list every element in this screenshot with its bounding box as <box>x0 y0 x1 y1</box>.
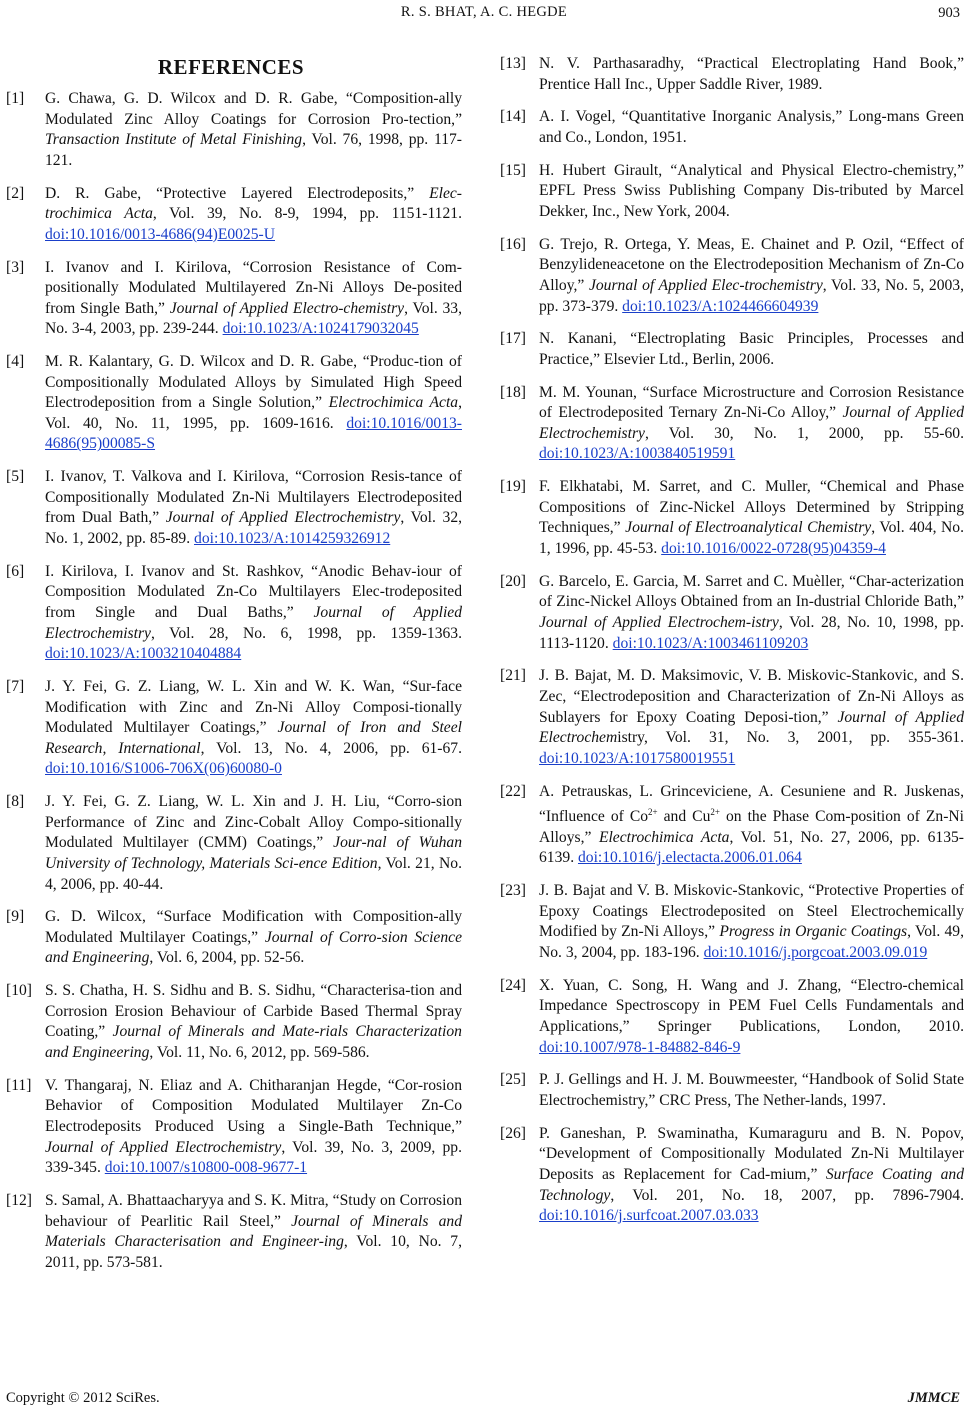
doi-link[interactable]: doi:10.1016/j.electacta.2006.01.064 <box>577 849 802 867</box>
reference-number: [16] <box>500 235 526 253</box>
reference-item <box>6 89 462 171</box>
reference-item <box>500 329 964 370</box>
reference-list-right <box>500 54 964 1239</box>
doi-link[interactable]: doi:10.1016/S1006-706X(06)60080-0 <box>45 760 282 778</box>
doi-link[interactable]: doi:10.1023/A:1024179032045 <box>222 320 419 338</box>
reference-segment: , Vol. 49, No. 3, 2004, pp. 183-196. <box>539 923 964 962</box>
reference-text <box>45 562 462 665</box>
reference-segment: , Vol. 6, 2004, pp. 52-56. <box>149 949 305 967</box>
journal-title: Elec-trochimica Acta <box>45 184 462 223</box>
journal-title: Journal of Minerals and Materials Characterisation and Engineer-ing <box>45 1212 462 1251</box>
reference-number: [23] <box>500 882 526 900</box>
reference-number: [20] <box>500 572 526 590</box>
reference-segment: X. Yuan, C. Song, H. Wang and J. Zhang, “Electro-chemical Impedance Spectroscopy in PEM Fuel Cells Fundamentals and Applications,” Springer Publications, London, 2010. <box>539 976 964 1035</box>
reference-text <box>45 1076 462 1179</box>
reference-number: [10] <box>6 982 32 1000</box>
reference-segment: G. Chawa, G. D. Wilcox and D. R. Gabe, “Composition-ally Modulated Zinc Alloy Coatings for Corrosion Pro-tection,” <box>45 90 462 128</box>
doi-link[interactable]: doi:10.1023/A:1017580019551 <box>539 749 736 767</box>
reference-number: [4] <box>6 353 25 371</box>
reference-text <box>45 792 462 895</box>
doi-link[interactable]: doi:10.1023/A:1014259326912 <box>194 530 391 548</box>
reference-text <box>45 1191 462 1273</box>
doi-link[interactable]: doi:10.1023/A:1024466604939 <box>622 297 819 315</box>
reference-item <box>6 907 462 969</box>
page-number: 903 <box>938 5 960 21</box>
reference-text <box>539 1070 964 1111</box>
reference-number: [17] <box>500 330 526 348</box>
reference-number: [9] <box>6 908 25 926</box>
reference-text <box>45 981 462 1063</box>
reference-segment: , Vol. 11, No. 6, 2012, pp. 569-586. <box>149 1044 370 1062</box>
reference-segment: I. Ivanov and I. Kirilova, “Corrosion Resistance of Com-positionally Modulated Multilayered Zn-Ni Alloys De-posited from Single Bath,” <box>45 258 462 317</box>
reference-segment: , Vol. 39, No. 3, 2009, pp. 339-345. <box>45 1138 462 1177</box>
journal-title: Journal of Corro-sion Science and Engineering <box>45 928 462 967</box>
reference-segment: G. Trejo, R. Ortega, Y. Meas, E. Chainet and P. Ozil, “Effect of Benzylideneacetone on the Electrodeposition Mechanism of Zn-Co Alloy,” <box>539 235 964 294</box>
reference-number: [11] <box>6 1076 32 1094</box>
reference-item <box>6 1191 462 1273</box>
reference-segment: J. B. Bajat, M. D. Maksimovic, V. B. Miskovic-Stankovic, and S. Zec, “Electrodeposition and Characterization of Zn-Ni Alloys as Sublayers for Epoxy Coating Deposi-tion,” <box>539 667 964 726</box>
reference-segment: P. Ganeshan, P. Swaminatha, Kumaraguru and B. N. Popov, “Development of Compositionally Modulated Zn-Ni Multilayer Deposits as Replacement for Cad-mium,” <box>539 1124 964 1183</box>
reference-segment: G. D. Wilcox, “Surface Modification with Composition-ally Modulated Multilayer Coatings,” <box>45 908 462 946</box>
reference-number: [13] <box>500 55 526 72</box>
reference-text <box>539 329 964 370</box>
reference-number: [2] <box>6 184 25 202</box>
journal-title: Surface Coating and Technology <box>539 1165 964 1204</box>
reference-segment: G. Barcelo, E. Garcia, M. Sarret and C. Muèller, “Char-acterization of Zinc-Nickel Alloys Obtained from an In-dustrial Chloride Bath,” <box>539 572 964 611</box>
journal-title: Journal of Electroanalytical Chemistry <box>625 519 872 537</box>
journal-title: Journal of Applied Elec-trochemistry <box>588 276 823 294</box>
copyright-footer: Copyright © 2012 SciRes. <box>6 1390 160 1406</box>
journal-title: Journal of Applied Electrochem <box>539 708 965 747</box>
reference-segment: , Vol. 51, No. 27, 2006, pp. 6135-6139. <box>539 828 964 867</box>
reference-item <box>6 352 462 455</box>
reference-item <box>500 161 964 223</box>
journal-title: Progress in Organic Coatings <box>719 923 908 941</box>
reference-text <box>45 184 462 246</box>
doi-link[interactable]: doi:10.1016/0022-0728(95)04359-4 <box>661 540 886 557</box>
reference-text <box>45 677 462 780</box>
reference-segment: , Vol. 201, No. 18, 2007, pp. 7896-7904. <box>610 1186 964 1204</box>
reference-item <box>500 54 964 95</box>
reference-number: [24] <box>500 976 526 994</box>
reference-segment: H. Hubert Girault, “Analytical and Physical Electro-chemistry,” EPFL Press Swiss Publishing Company Dis-tributed by Marcel Dekker, Inc., New York, 2004. <box>539 161 964 220</box>
journal-title: Journal of Applied Electro-chemistry <box>169 299 405 317</box>
reference-segment: A. Petrauskas, L. Grinceviciene, A. Cesuniene and R. Juskenas, “Influence of Co <box>539 782 964 826</box>
reference-text <box>45 258 462 340</box>
reference-segment: , Vol. 39, No. 8-9, 1994, pp. 1151-1121. <box>152 205 462 223</box>
reference-item <box>500 666 964 769</box>
doi-link[interactable]: doi:10.1007/978-1-84882-846-9 <box>539 1038 741 1056</box>
superscript: 2+ <box>648 807 658 818</box>
reference-segment: F. Elkhatabi, M. Sarret, and C. Muller, “Chemical and Phase Compositions of Zinc-Nickel Alloys Determined by Stripping Techniques,” <box>539 478 964 537</box>
reference-text <box>45 907 462 969</box>
reference-number: [3] <box>6 258 25 276</box>
reference-item <box>500 782 964 870</box>
reference-text <box>539 976 964 1058</box>
reference-item <box>6 258 462 340</box>
reference-segment: V. Thangaraj, N. Eliaz and A. Chitharanjan Hegde, “Cor-rosion Behavior of Composition Modulated Multilayer Zn-Co Electrodeposits Produced Using a Single-Bath Technique,” <box>45 1076 462 1135</box>
reference-segment: I. Ivanov, T. Valkova and I. Kirilova, “Corrosion Resis-tance of Compositionally Modulated Zn-Ni Multilayers Electrodeposited from Dual Bath,” <box>45 468 462 527</box>
reference-text <box>539 477 964 559</box>
reference-text <box>45 89 462 171</box>
reference-item <box>500 477 964 559</box>
reference-segment: istry, Vol. 31, No. 3, 2001, pp. 355-361. <box>617 729 964 747</box>
journal-footer: JMMCE <box>907 1390 960 1406</box>
reference-number: [7] <box>6 677 25 695</box>
doi-link[interactable]: doi:10.1016/j.surfcoat.2007.03.033 <box>539 1207 759 1225</box>
journal-title: Journal of Applied Electrochemistry <box>45 604 463 642</box>
reference-text <box>45 467 462 549</box>
reference-text <box>539 54 964 95</box>
doi-link[interactable]: doi:10.1016/j.porgcoat.2003.09.019 <box>703 944 928 962</box>
reference-item <box>6 467 462 549</box>
reference-number: [8] <box>6 793 25 811</box>
reference-item <box>500 1070 964 1111</box>
reference-number: [5] <box>6 468 25 486</box>
reference-segment: J. Y. Fei, G. Z. Liang, W. L. Xin and W. K. Wan, “Sur-face Modification with Zinc and Zn-Ni Alloy Composi-tionally Modulated Multilayer Coatings,” <box>45 677 462 737</box>
doi-link[interactable]: doi:10.1023/A:1003461109203 <box>612 634 809 652</box>
superscript: 2+ <box>710 807 720 818</box>
running-head: R. S. BHAT, A. C. HEGDE <box>400 4 568 20</box>
reference-segment: on the Phase Com-position of Zn-Ni Alloys,” <box>539 808 964 846</box>
reference-number: [15] <box>500 161 526 179</box>
journal-title: Electrochimica Acta <box>328 394 459 412</box>
journal-title: Journal of Iron and Steel Research, International <box>45 719 462 757</box>
reference-number: [21] <box>500 667 526 685</box>
journal-title: Journal of Applied Electrochemistry <box>539 404 965 442</box>
reference-segment: S. Samal, A. Bhattaacharyya and S. K. Mitra, “Study on Corrosion behaviour of Pearlitic Rail Steel,” <box>45 1191 462 1230</box>
reference-segment: , Vol. 21, No. 4, 2006, pp. 40-44. <box>45 854 462 893</box>
reference-number: [22] <box>500 782 526 800</box>
reference-segment: S. S. Chatha, H. S. Sidhu and B. S. Sidhu, “Characterisa-tion and Corrosion Erosion Behaviour of Carbide Based Thermal Spray Coating,” <box>45 982 462 1041</box>
reference-segment: , Vol. 32, No. 1, 2002, pp. 85-89. <box>45 509 463 548</box>
reference-number: [25] <box>500 1071 526 1089</box>
reference-text <box>539 383 964 465</box>
reference-segment: , Vol. 33, No. 3-4, 2003, pp. 239-244. <box>45 299 462 338</box>
reference-segment: D. R. Gabe, “Protective Layered Electrodeposits,” <box>45 184 430 202</box>
reference-number: [18] <box>500 383 526 401</box>
reference-segment: , Vol. 10, No. 7, 2011, pp. 573-581. <box>45 1233 462 1271</box>
journal-title: Journal of Minerals and Mate-rials Characterization and Engineering <box>45 1023 462 1062</box>
reference-segment: , Vol. 40, No. 11, 1995, pp. 1609-1616. <box>45 394 463 432</box>
reference-item <box>6 677 462 780</box>
reference-text <box>539 666 964 769</box>
reference-segment: J. Y. Fei, G. Z. Liang, W. L. Xin and J. H. Liu, “Corro-sion Performance of Zinc and Zinc-Cobalt Alloy Compo-sitionally Modulated Multilayer (CMM) Coatings,” <box>45 793 462 852</box>
reference-item <box>6 562 462 665</box>
journal-title: Electrochimica Acta <box>598 828 730 846</box>
reference-item <box>500 881 964 963</box>
doi-link[interactable]: doi:10.1023/A:1003840519591 <box>539 445 736 463</box>
reference-segment: , Vol. 28, No. 6, 1998, pp. 1359-1363. <box>150 624 462 642</box>
reference-text <box>539 161 964 223</box>
reference-segment: M. M. Younan, “Surface Microstructure and Corrosion Resistance of Electrodeposited Ternary Zn-Ni-Co Alloy,” <box>539 383 964 422</box>
reference-text <box>45 352 462 455</box>
reference-item <box>500 1124 964 1227</box>
reference-segment: , Vol. 28, No. 10, 1998, pp. 1113-1120. <box>539 613 964 652</box>
reference-text <box>539 1124 964 1227</box>
reference-segment: J. B. Bajat and V. B. Miskovic-Stankovic, “Protective Properties of Epoxy Coatings Electrodeposited on Steel Electrochemically Modified by Zn-Ni Alloys,” <box>539 882 964 941</box>
reference-item <box>500 383 964 465</box>
reference-number: [19] <box>500 478 526 496</box>
reference-item <box>6 792 462 895</box>
reference-text <box>539 782 964 870</box>
doi-link[interactable]: doi:10.1007/s10800-008-9677-1 <box>104 1159 308 1177</box>
reference-number: [1] <box>6 90 25 107</box>
reference-number: [12] <box>6 1191 32 1209</box>
reference-item <box>6 184 462 246</box>
journal-title: Journal of Applied Electrochem-istry <box>539 613 779 631</box>
doi-link[interactable]: doi:10.1016/0013-4686(95)00085-S <box>45 414 462 453</box>
reference-number: [6] <box>6 562 25 580</box>
reference-list-left <box>6 89 462 1286</box>
reference-segment: and Cu <box>657 808 711 826</box>
reference-item <box>500 107 964 148</box>
reference-segment: , Vol. 30, No. 1, 2000, pp. 55-60. <box>644 424 964 442</box>
reference-segment: , Vol. 33, No. 5, 2003, pp. 373-379. <box>539 276 964 315</box>
reference-number: [26] <box>500 1124 526 1142</box>
reference-item <box>6 1076 462 1179</box>
reference-segment: I. Kirilova, I. Ivanov and St. Rashkov, “Anodic Behav-iour of Composition Modulated Zn-Co Multilayers Elec-trodeposited from Single and Dual Baths,” <box>45 562 462 621</box>
reference-segment: , Vol. 13, No. 4, 2006, pp. 61-67. <box>200 739 462 757</box>
journal-title: Journal of Applied Electrochemistry <box>165 509 401 527</box>
reference-text <box>539 107 964 148</box>
reference-text <box>539 572 964 654</box>
doi-link[interactable]: doi:10.1023/A:1003210404884 <box>45 645 242 663</box>
reference-number: [14] <box>500 108 526 126</box>
doi-link[interactable]: doi:10.1016/0013-4686(94)E0025-U <box>45 225 275 243</box>
reference-segment: A. I. Vogel, “Quantitative Inorganic Analysis,” Long-mans Green and Co., London, 1951. <box>539 108 964 146</box>
reference-segment: , Vol. 76, 1998, pp. 117-121. <box>45 131 463 169</box>
reference-segment: , Vol. 404, No. 1, 1996, pp. 45-53. <box>539 519 964 557</box>
section-title: REFERENCES <box>157 55 305 79</box>
reference-segment: P. J. Gellings and H. J. M. Bouwmeester, “Handbook of Solid State Electrochemistry,” CRC Press, The Nether-lands, 1997. <box>539 1071 964 1109</box>
reference-segment: N. Kanani, “Electroplating Basic Principles, Processes and Practice,” Elsevier Ltd., Berlin, 2006. <box>539 330 964 368</box>
reference-item <box>500 572 964 654</box>
journal-title: Jour-nal of Wuhan University of Technology, Materials Sci-ence Edition <box>45 834 463 872</box>
reference-text <box>539 881 964 963</box>
reference-segment: N. V. Parthasaradhy, “Practical Electroplating Hand Book,” Prentice Hall Inc., Upper Saddle River, 1989. <box>539 55 964 93</box>
reference-text <box>539 235 964 317</box>
reference-item <box>6 981 462 1063</box>
reference-item <box>500 235 964 317</box>
reference-segment: M. R. Kalantary, G. D. Wilcox and D. R. Gabe, “Produc-tion of Compositionally Modulated Alloys by Simulated High Speed Electrodeposition from a Single Solution,” <box>45 353 462 412</box>
journal-title: Journal of Applied Electrochemistry <box>45 1138 282 1156</box>
reference-item <box>500 976 964 1058</box>
journal-title: Transaction Institute of Metal Finishing <box>45 131 303 149</box>
